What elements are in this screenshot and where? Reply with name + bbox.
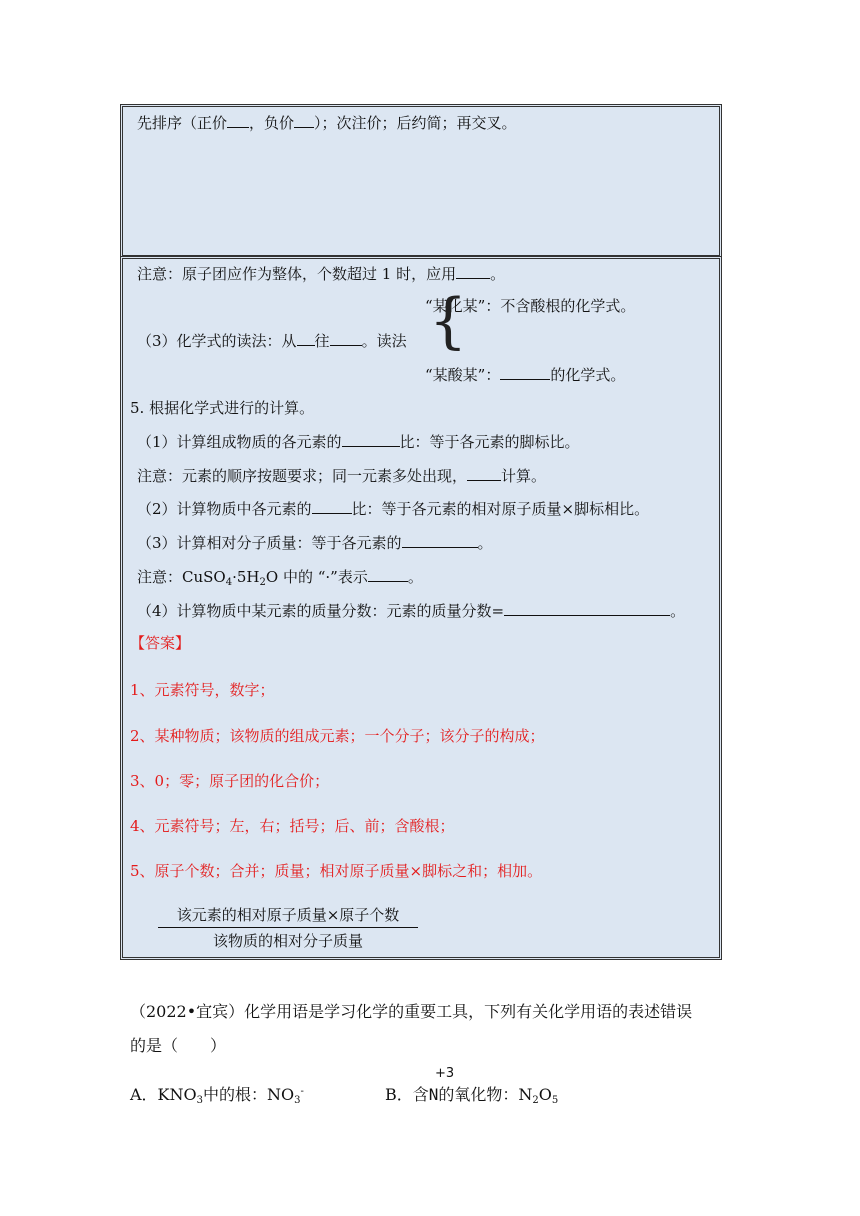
answer-5: 5、原子个数；合并；质量；相对原子质量×脚标之和；相加。	[130, 862, 543, 880]
blank	[312, 498, 352, 514]
section-5-heading: 5. 根据化学式进行的计算。	[130, 399, 315, 417]
note-hydrate: 注意：$CuSO_4\cdot 5H_2O$ 中的 “·”表示 。	[137, 568, 423, 588]
answer-2: 2、某种物质；该物质的组成元素；一个分子；该分子的构成；	[130, 727, 545, 745]
answer-4: 4、元素符号；左，右；括号；后、前；含酸根；	[130, 817, 455, 835]
blank	[294, 112, 314, 128]
calc-mass-ratio: （2）计算物质中各元素的 比：等于各元素的相对原子质量×脚标相比。	[137, 500, 650, 518]
valence-rule-line: 先排序（正价 ，负价 ）；次注价；后约简；再交叉。	[137, 114, 517, 132]
answer-heading: 【答案】	[130, 634, 191, 652]
calc-mass-fraction: （4）计算物质中某元素的质量分数：元素的质量分数= 。	[137, 602, 686, 620]
blank	[342, 431, 400, 447]
blank	[504, 600, 670, 616]
calc-ratio-atoms: （1）计算组成物质的各元素的 比：等于各元素的脚标比。	[137, 433, 580, 451]
answer-3: 3、0；零；原子团的化合价；	[130, 772, 330, 790]
blank	[467, 465, 501, 481]
brace-icon: {	[429, 286, 468, 356]
blank	[227, 112, 249, 128]
calc-molecular-mass: （3）计算相对分子质量：等于各元素的 。	[137, 534, 493, 552]
formula-numerator: 该元素的相对原子质量×原子个数	[158, 904, 418, 928]
blank	[456, 263, 490, 279]
valence-label: +3	[435, 1066, 455, 1081]
reading-rule-top: “某化某”：不含酸根的化学式。	[425, 297, 636, 315]
blank	[297, 330, 315, 346]
blank	[500, 364, 550, 380]
note-element-order: 注意：元素的顺序按题要求；同一元素多处出现， 计算。	[137, 467, 547, 485]
answer-1: 1、元素符号，数字；	[130, 681, 275, 699]
blank	[402, 532, 478, 548]
blank	[330, 330, 362, 346]
mass-fraction-formula	[158, 904, 418, 951]
reading-rule-main: （3）化学式的读法：从 往 。读法	[137, 332, 407, 350]
option-b: B．含N的氧化物：$N_2O_5$	[385, 1085, 559, 1106]
blank	[368, 566, 408, 582]
reading-rule-bottom: “某酸某”： 的化学式。	[425, 366, 626, 384]
formula-denominator: 该物质的相对分子质量	[212, 932, 363, 950]
question-stem-line1: （2022•宜宾）化学用语是学习化学的重要工具，下列有关化学用语的表述错误	[130, 1002, 693, 1021]
option-a: A．$KNO_3$中的根：$NO_3^-$	[130, 1085, 304, 1106]
question-stem-line2: 的是（ ）	[130, 1036, 227, 1055]
note-atomic-group: 注意：原子团应作为整体，个数超过 1 时，应用 。	[137, 265, 506, 283]
